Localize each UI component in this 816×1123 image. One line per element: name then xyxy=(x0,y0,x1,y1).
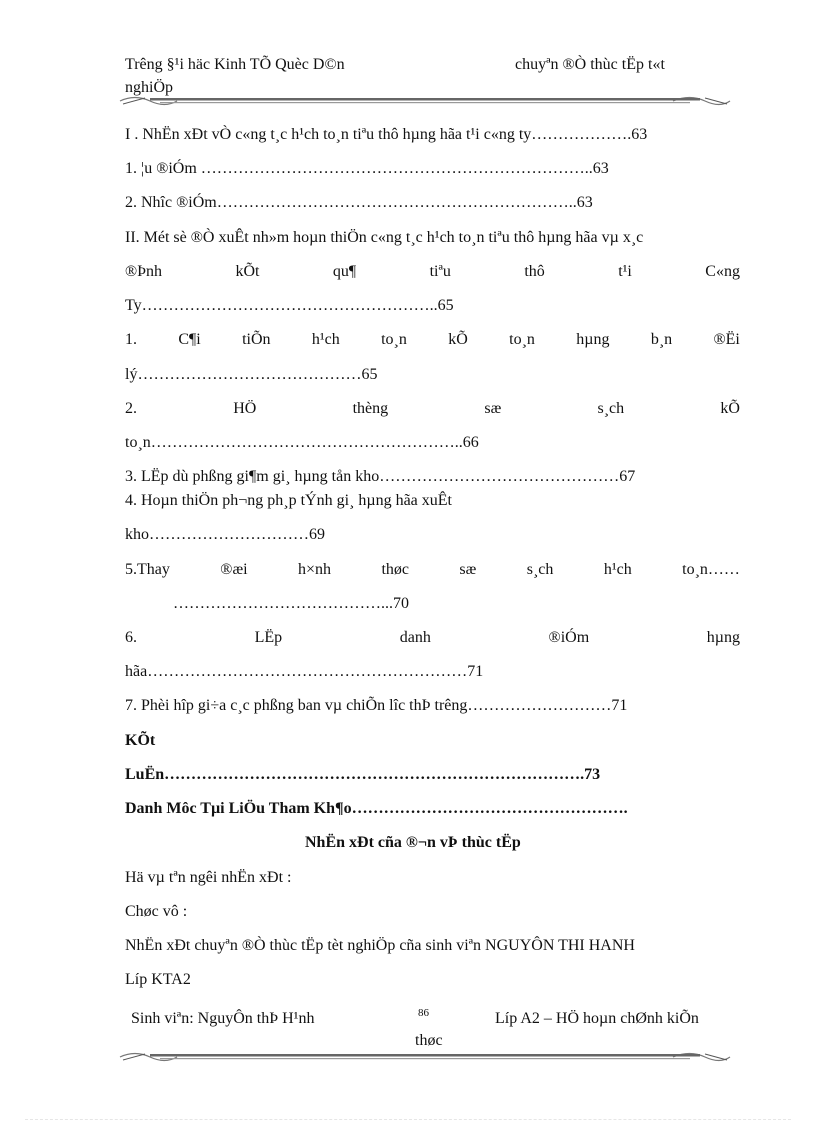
review-class-line: Líp KTA2 xyxy=(125,971,191,988)
word: ®iÓm xyxy=(548,629,590,646)
review-comment-line: NhËn xÐt chuyªn ®Ò thùc tËp tèt nghiÖp cña sinh viªn NGUYÔN THI HANH xyxy=(125,937,635,954)
word: thèng xyxy=(352,400,389,417)
review-position-line: Chøc vô : xyxy=(125,903,188,920)
word: thøc xyxy=(381,561,409,578)
header-ornament-divider xyxy=(115,92,735,110)
toc-item-ii-6-line2: hãa……………………………………………………71 xyxy=(125,663,484,680)
word: ®Ëi xyxy=(713,331,740,348)
toc-item-weaknesses: 2. Nhîc ®iÓm…………………………………………………………..63 xyxy=(125,194,593,211)
word: sæ xyxy=(459,561,477,578)
toc-item-ii-1 xyxy=(125,331,740,349)
word: 6. xyxy=(125,629,137,646)
word: to¸n xyxy=(381,331,407,348)
word: t¹i xyxy=(618,263,632,280)
word: s¸ch xyxy=(597,400,625,417)
toc-item-ii-1-line2: lý……………………………………65 xyxy=(125,366,378,383)
footer-class-info-continued: thøc xyxy=(415,1032,443,1049)
toc-item-ii-7: 7. Phèi hîp gi÷a c¸c phßng ban vµ chiÕn lîc thÞ trêng………………………71 xyxy=(125,697,628,714)
toc-item-strengths: 1. ¦u ®iÓm ………………………………………………………………..63 xyxy=(125,160,609,177)
word: 1. xyxy=(125,331,137,348)
footer-page-number: 86 xyxy=(418,1007,429,1019)
toc-item-ii-2 xyxy=(125,400,740,418)
word: s¸ch xyxy=(526,561,554,578)
word: h¹ch xyxy=(603,561,632,578)
word: hµng xyxy=(576,331,610,348)
word: qu¶ xyxy=(332,263,357,280)
word: C«ng xyxy=(705,263,740,280)
header-school: Trêng §¹i häc Kinh TÕ Quèc D©n xyxy=(125,56,345,73)
word: danh xyxy=(399,629,431,646)
toc-item-ii-5 xyxy=(125,561,740,579)
word: LËp xyxy=(254,629,283,646)
word: 2. xyxy=(125,400,137,417)
word: b¸n xyxy=(650,331,673,348)
word: h¹ch xyxy=(311,331,340,348)
word: hµng xyxy=(706,629,740,646)
toc-item-section-ii: II. Mét sè ®Ò xuÊt nh»m hoµn thiÖn c«ng t¸c h¹ch to¸n tiªu thô hµng hãa vµ x¸c xyxy=(125,229,644,246)
toc-item-section-i: I . NhËn xÐt vÒ c«ng t¸c h¹ch to¸n tiªu thô hµng hãa t¹i c«ng ty……………….63 xyxy=(125,126,648,143)
word: tiÕn xyxy=(242,331,271,348)
toc-item-conclusion-line2: LuËn…………………………………………………………………….73 xyxy=(125,766,601,783)
word: h×nh xyxy=(298,561,332,578)
header-school-continued: nghiÖp xyxy=(125,79,173,96)
toc-item-ii-4-line2: kho…………………………69 xyxy=(125,526,325,543)
word: HÖ xyxy=(233,400,257,417)
toc-item-ii-5-line2: …………………………………...70 xyxy=(173,595,409,612)
toc-item-ii-6 xyxy=(125,629,740,647)
word: to¸n xyxy=(509,331,535,348)
toc-item-conclusion: KÕt xyxy=(125,732,156,749)
word: kÕ xyxy=(720,400,740,417)
word: sæ xyxy=(484,400,502,417)
page-bottom-border xyxy=(25,1119,791,1120)
word: ®Þnh xyxy=(125,263,163,280)
word: ®æi xyxy=(220,561,248,578)
footer-student-name: Sinh viªn: NguyÔn thÞ H¹nh xyxy=(131,1010,315,1027)
header-doc-type: chuyªn ®Ò thùc tËp t«t xyxy=(515,56,665,73)
toc-item-ii-4: 4. Hoµn thiÖn ph¬ng ph¸p tÝnh gi¸ hµng hãa xuÊt xyxy=(125,492,452,509)
word: to¸n…… xyxy=(682,561,740,578)
toc-item-ii-2-line2: to¸n…………………………………………………..66 xyxy=(125,434,479,451)
review-name-line: Hä vµ tªn ngêi nhËn xÐt : xyxy=(125,869,292,886)
word: kÕ xyxy=(448,331,468,348)
word: thô xyxy=(524,263,545,280)
toc-item-section-ii-line3: Ty………………………………………………..65 xyxy=(125,297,454,314)
toc-item-references: Danh Môc Tµi LiÖu Tham Kh¶o……………………………………………. xyxy=(125,800,628,817)
toc-item-section-ii-line2 xyxy=(125,263,740,281)
word: 5.Thay xyxy=(125,561,170,578)
footer-class-info: Líp A2 – HÖ hoµn chØnh kiÕn xyxy=(495,1010,699,1027)
word: kÕt xyxy=(235,263,260,280)
toc-item-ii-3: 3. LËp dù phßng gi¶m gi¸ hµng tån kho………………………………………67 xyxy=(125,468,636,485)
review-heading: NhËn xÐt cña ®¬n vÞ thùc tËp xyxy=(305,834,521,851)
word: tiªu xyxy=(429,263,451,280)
footer-ornament-divider xyxy=(115,1048,735,1066)
word: C¶i xyxy=(178,331,201,348)
